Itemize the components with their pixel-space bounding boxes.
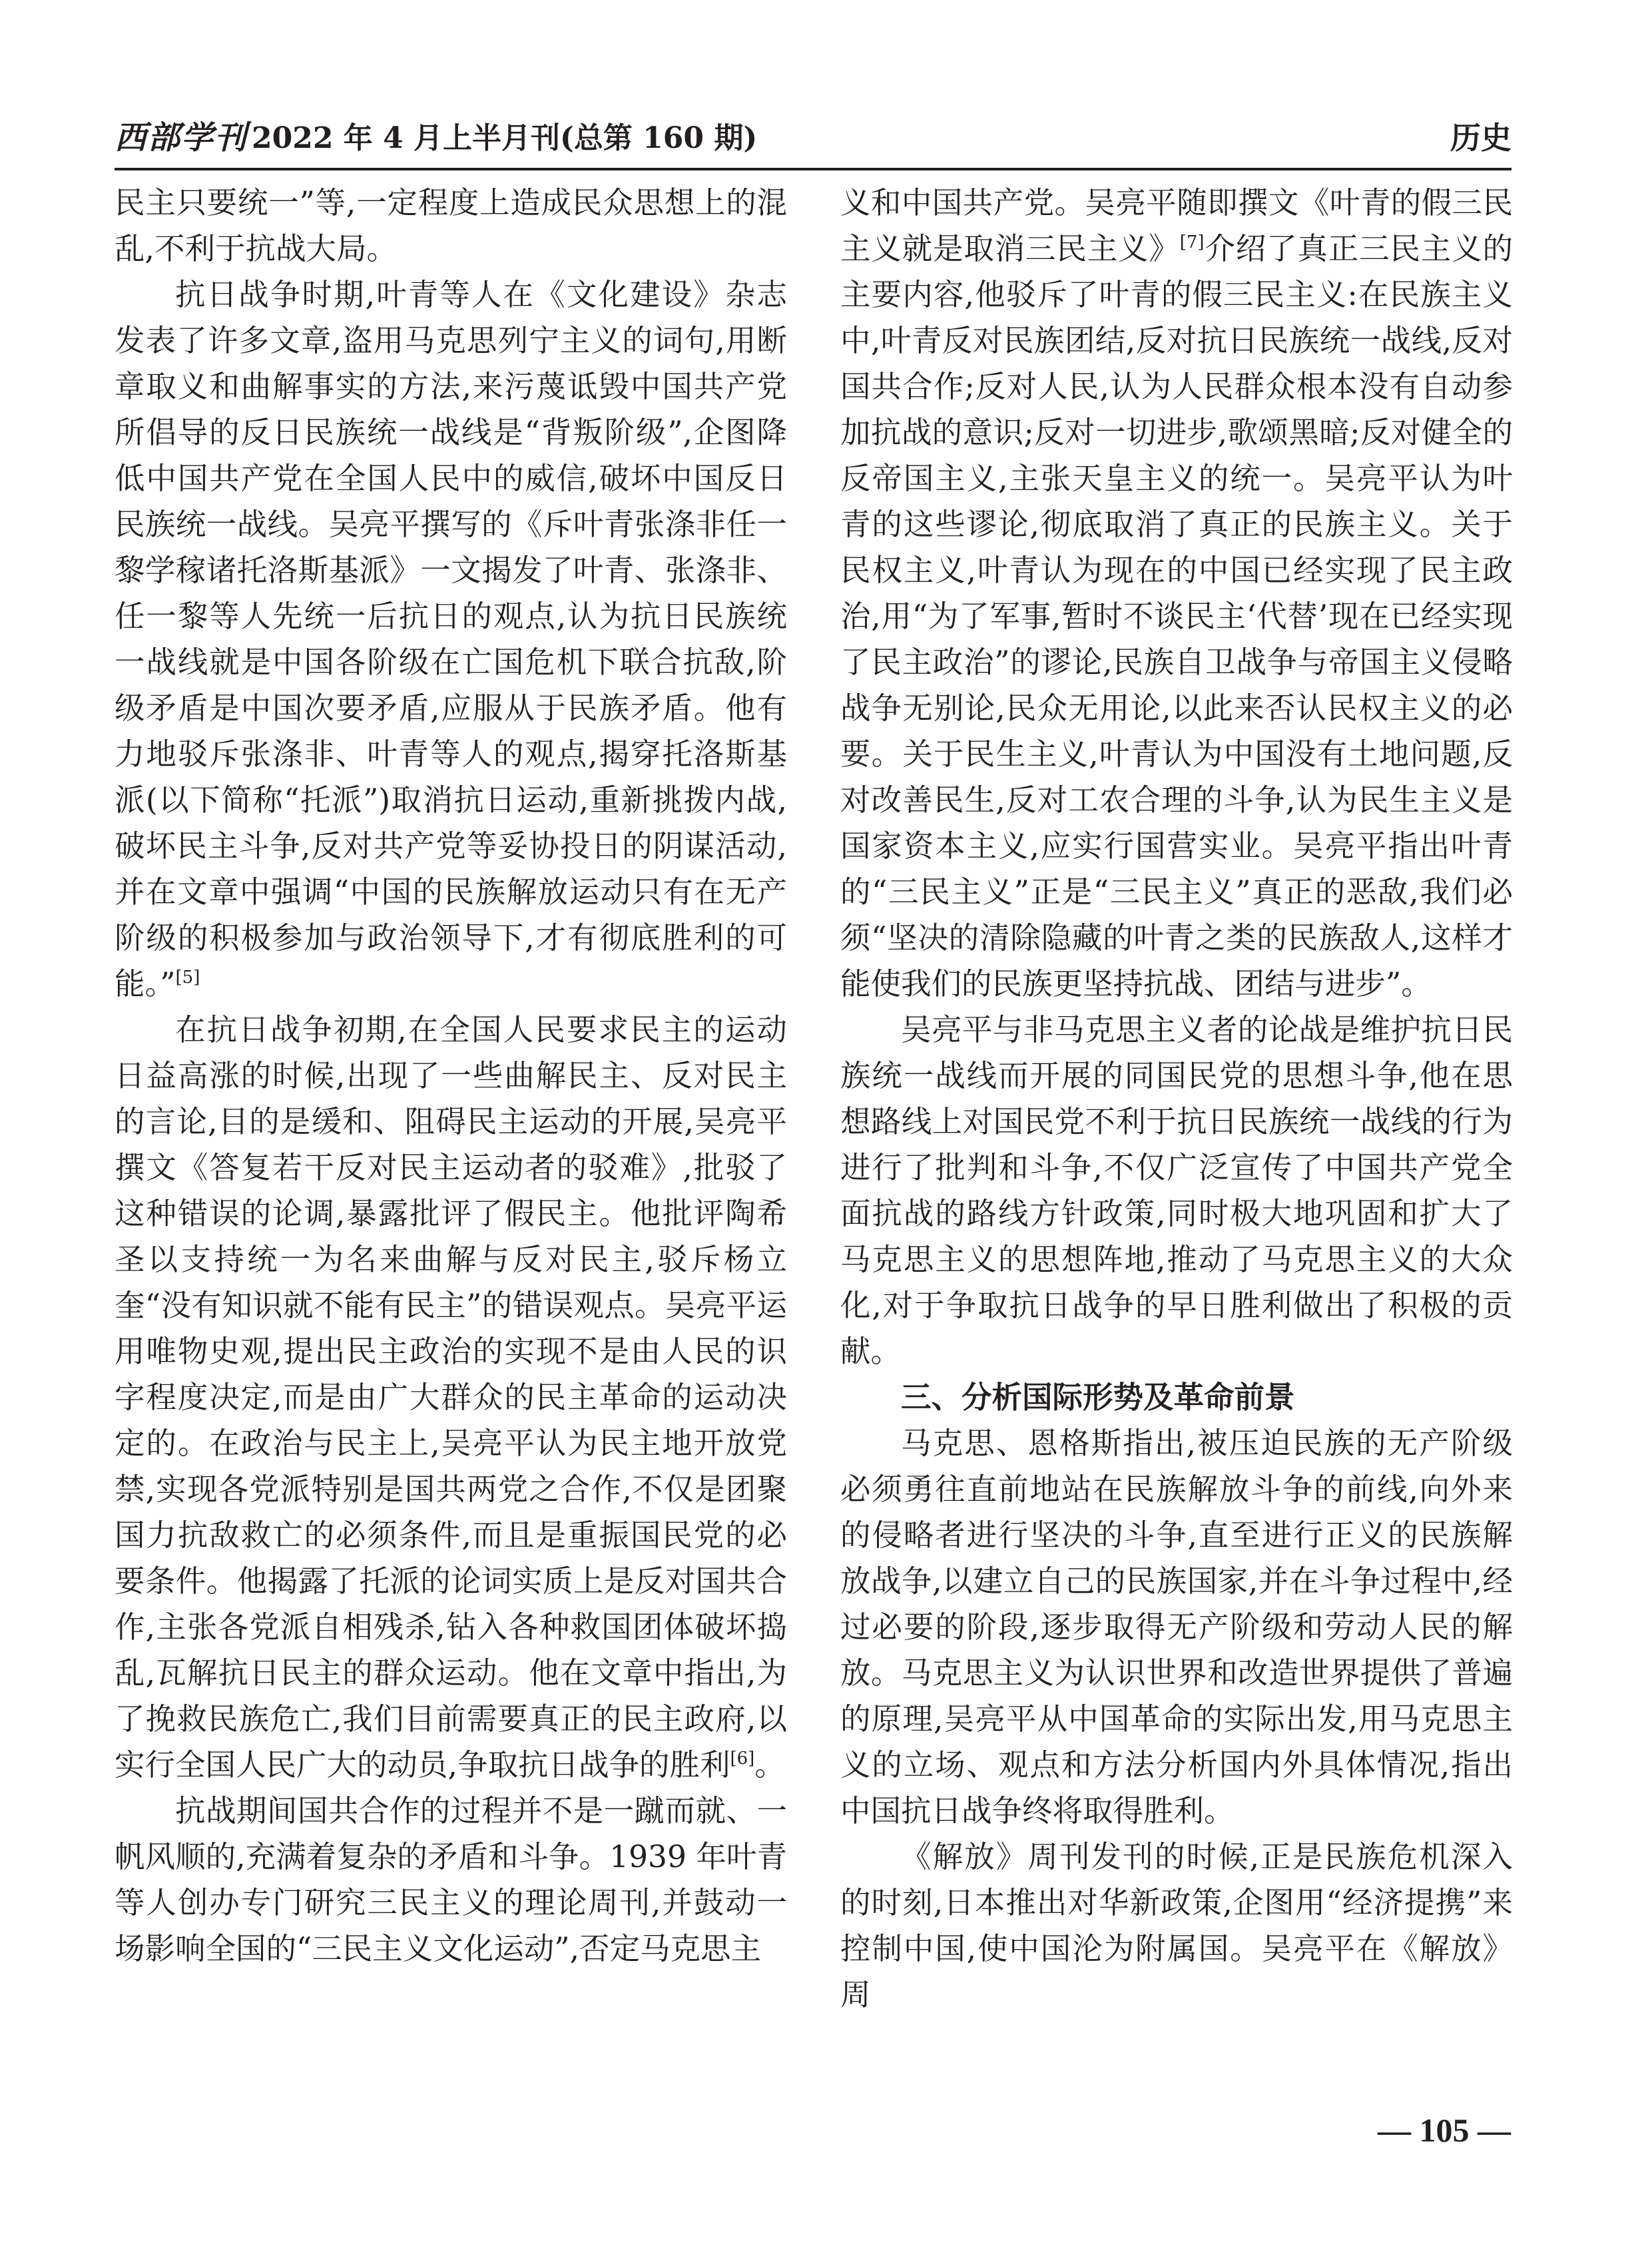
paragraph bbox=[840, 180, 1513, 1007]
paragraph-text: 。 bbox=[754, 1747, 785, 1783]
paragraph-text: 介绍了真正三民主义的主要内容,他驳斥了叶青的假三民主义:在民族主义中,叶青反对民族团结,反对抗日民族统一战线,反对国共合作;反对人民,认为人民群众根本没有自动参加抗战的意识;反对一切进步,歌颂黑暗;反对健全的反帝国主义,主张天皇主义的统一。吴亮平认为叶青的这些谬论,彻底取消了真正的民族主义。关于民权主义,叶青认为现在的中国已经实现了民主政治,用“为了军事,暂时不谈民主‘代替’现在已经实现了民主政治”的谬论,民族自卫战争与帝国主义侵略战争无别论,民众无用论,以此来否认民权主义的必要。关于民生主义,叶青认为中国没有土地问题,反对改善民生,反对工农合理的斗争,认为民生主义是国家资本主义,应实行国营实业。吴亮平指出叶青的“三民主义”正是“三民主义”真正的恶敌,我们必须“坚决的清除隐藏的叶青之类的民族敌人,这样才能使我们的民族更坚持抗战、团结与进步”。 bbox=[840, 231, 1513, 1001]
citation-ref: [7] bbox=[1179, 232, 1205, 252]
paragraph: 马克思、恩格斯指出,被压迫民族的无产阶级必须勇往直前地站在民族解放斗争的前线,向外来的侵略者进行坚决的斗争,直至进行正义的民族解放战争,以建立自己的民族国家,并在斗争过程中,经过必要的阶段,逐步取得无产阶级和劳动人民的解放。马克思主义为认识世界和改造世界提供了普遍的原理,吴亮平从中国革命的实际出发,用马克思主义的立场、观点和方法分析国内外具体情况,指出中国抗日战争终将取得胜利。 bbox=[840, 1426, 1513, 1828]
paragraph bbox=[115, 1007, 787, 1788]
paragraph-text: 抗日战争时期,叶青等人在《文化建设》杂志发表了许多文章,盗用马克思列宁主义的词句,用断章取义和曲解事实的方法,来污蔑诋毁中国共产党所倡导的反日民族统一战线是“背叛阶级”,企图降低中国共产党在全国人民中的威信,破坏中国反日民族统一战线。吴亮平撰写的《斥叶青张涤非任一黎学稼诸托洛斯基派》一文揭发了叶青、张涤非、任一黎等人先统一后抗日的观点,认为抗日民族统一战线就是中国各阶级在亡国危机下联合抗敌,阶级矛盾是中国次要矛盾,应服从于民族矛盾。他有力地驳斥张涤非、叶青等人的观点,揭穿托洛斯基派(以下简称“托派”)取消抗日运动,重新挑拨内战,破坏民主斗争,反对共产党等妥协投日的阴谋活动,并在文章中强调“中国的民族解放运动只有在无产阶级的积极参加与政治领导下,才有彻底胜利的可能。” bbox=[115, 277, 787, 1001]
paragraph bbox=[115, 272, 787, 1007]
paragraph: 民主只要统一”等,一定程度上造成民众思想上的混乱,不利于抗战大局。 bbox=[115, 185, 787, 266]
citation-ref: [5] bbox=[175, 968, 200, 987]
left-column bbox=[115, 180, 787, 1972]
right-column bbox=[840, 180, 1513, 2018]
journal-logo: 西部学刊 bbox=[115, 119, 248, 156]
paragraph: 吴亮平与非马克思主义者的论战是维护抗日民族统一战线而开展的同国民党的思想斗争,他在思想路线上对国民党不利于抗日民族统一战线的行为进行了批判和斗争,不仅广泛宣传了中国共产党全面抗战的路线方针政策,同时极大地巩固和扩大了马克思主义的思想阵地,推动了马克思主义的大众化,对于争取抗日战争的早日胜利做出了积极的贡献。 bbox=[840, 1012, 1513, 1369]
section-name: 历史 bbox=[1450, 120, 1512, 156]
page-number: — 105 — bbox=[1378, 2111, 1511, 2149]
header-rule bbox=[115, 168, 1512, 170]
paragraph: 抗战期间国共合作的过程并不是一蹴而就、一帆风顺的,充满着复杂的矛盾和斗争。1939 年叶青等人创办专门研究三民主义的理论周刊,并鼓动一场影响全国的“三民主义文化运动”,否定马克思主 bbox=[115, 1793, 787, 1966]
paragraph: 《解放》周刊发刊的时候,正是民族危机深入的时刻,日本推出对华新政策,企图用“经济提携”来控制中国,使中国沦为附属国。吴亮平在《解放》周 bbox=[840, 1839, 1513, 2012]
citation-ref: [6] bbox=[730, 1749, 755, 1769]
paragraph-text: 在抗日战争初期,在全国人民要求民主的运动日益高涨的时候,出现了一些曲解民主、反对民主的言论,目的是缓和、阻碍民主运动的开展,吴亮平撰文《答复若干反对民主运动者的驳难》,批驳了这种错误的论调,暴露批评了假民主。他批评陶希圣以支持统一为名来曲解与反对民主,驳斥杨立奎“没有知识就不能有民主”的错误观点。吴亮平运用唯物史观,提出民主政治的实现不是由人民的识字程度决定,而是由广大群众的民主革命的运动决定的。在政治与民主上,吴亮平认为民主地开放党禁,实现各党派特别是国共两党之合作,不仅是团聚国力抗敌救亡的必须条件,而且是重振国民党的必要条件。他揭露了托派的论词实质上是反对国共合作,主张各党派自相残杀,钻入各种救国团体破坏捣乱,瓦解抗日民主的群众运动。他在文章中指出,为了挽救民族危亡,我们目前需要真正的民主政府,以实行全国人民广大的动员,争取抗日战争的胜利 bbox=[115, 1012, 787, 1783]
section-heading: 三、分析国际形势及革命前景 bbox=[901, 1380, 1295, 1415]
issue-info: 2022 年 4 月上半月刊(总第 160 期) bbox=[252, 121, 758, 155]
running-header bbox=[115, 113, 1512, 163]
paragraph-text: 义和中国共产党。吴亮平随即撰文《叶青的假三民主义就是取消三民主义》 bbox=[840, 185, 1513, 266]
